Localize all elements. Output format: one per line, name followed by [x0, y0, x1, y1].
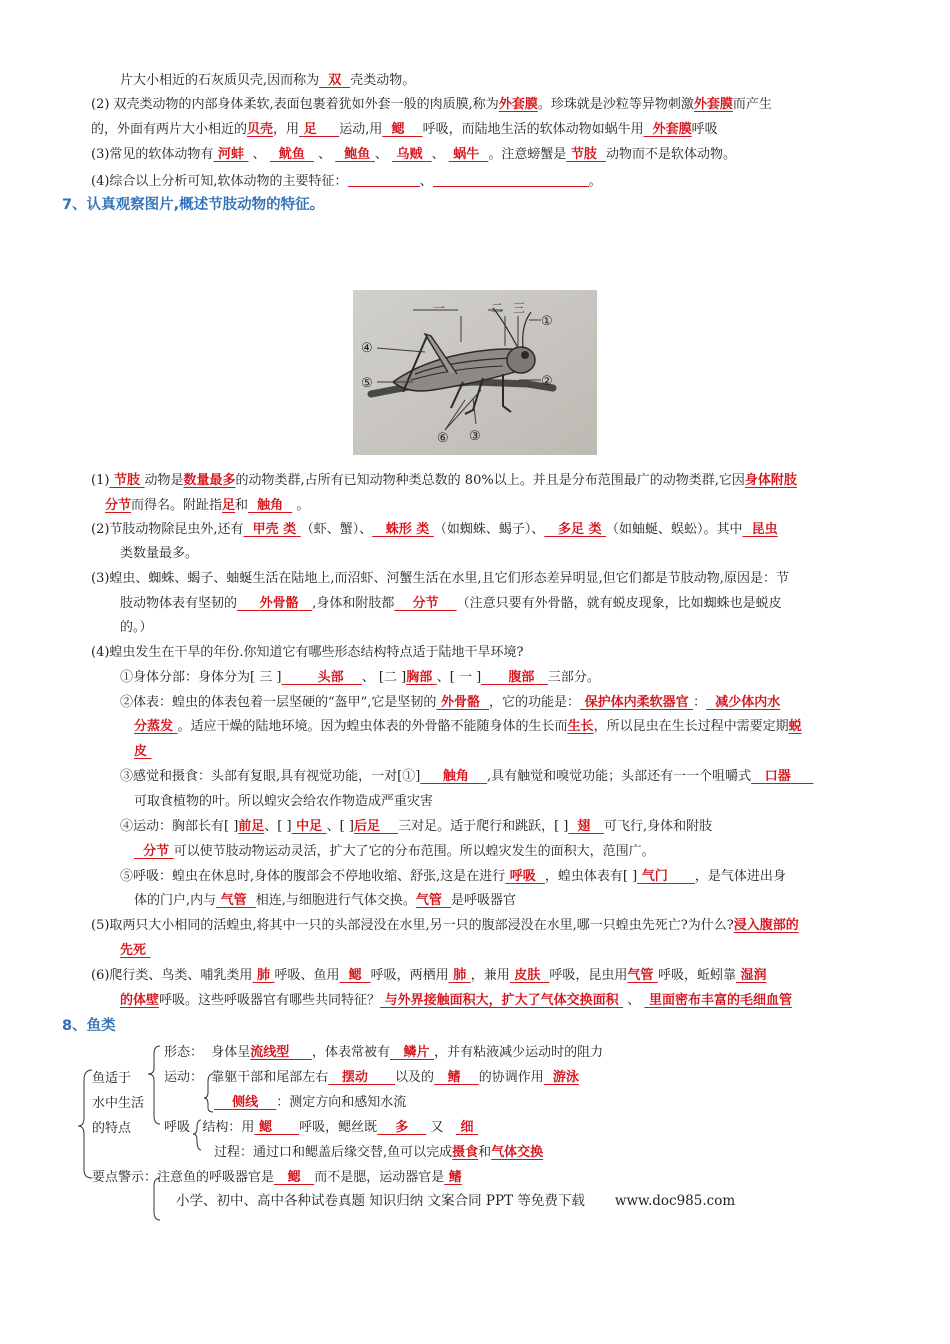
question-7-6-line2: 的体壁呼吸。这些呼吸器官有哪些共同特征？ 与外界接触面积大，扩大了气体交换面积 、 里面密布丰富的毛细血管 [120, 993, 792, 1008]
section-7-heading: 7、认真观察图片,概述节肢动物的特征。 [62, 197, 325, 213]
label-circle-5: ⑤ [361, 376, 373, 391]
fish-adaptation-label-1: 鱼适于 [92, 1071, 132, 1086]
fish-move-line2: 侧线 ：测定方向和感知水流 [232, 1095, 407, 1110]
question-7-2-line1: (2)节肢动物除昆虫外,还有 甲壳 类 （虾、蟹）、 蛛形 类 （如蜘蛛、蝎子）、 多足 类 （如蚰蜒、蜈蚣）。其中 昆虫 [91, 522, 778, 537]
label-circle-6: ⑥ [437, 431, 449, 446]
question-7-3-line1: (3)蝗虫、蜘蛛、蝎子、蚰蜒生活在陆地上,而沼虾、河蟹生活在水里,且它们形态差异明显,但它们都是节肢动物,原因是：节 [91, 571, 789, 586]
sense-line2: 可取食植物的叶。所以蝗灾会给农作物造成严重灾害 [134, 794, 434, 809]
fish-form: 形态： 身体呈流线型 ，体表常被有 鳞片 ，并有粘液减少运动时的阻力 [164, 1045, 604, 1060]
body-surface-line2: 分蒸发 。适应干燥的陆地环境。因为蝗虫体表的外骨骼不能随身体的生长而生长，所以昆虫在生长过程中需要定期蜕 [134, 719, 802, 734]
question-7-1-line2: 分节而得名。附趾指足和 触角 。 [105, 498, 310, 513]
question-6-2-line1: (2) 双壳类动物的内部身体柔软,表面包裹着犹如外套一般的肉质膜,称为外套膜。珍珠就是沙粒等异物刺激外套膜而产生 [91, 97, 772, 112]
label-circle-3: ③ [469, 429, 481, 444]
question-6-2-line2: 的，外面有两片大小相近的贝壳，用 足 运动,用 鳃 呼吸，而陆地生活的软体动物如蜗牛用 外套膜呼吸 [91, 122, 718, 137]
question-6-3: (3)常见的软体动物有 河蚌 、 鱿鱼 、 鲍鱼 、 乌贼 、 蜗牛 。注意螃蟹是 节肢 动物而不是软体动物。 [91, 147, 737, 162]
body-parts: ①身体分部：身体分为[ 三 ] 头部 、 [二 ]胸部 、[ 一 ] 腹部 三部分。 [120, 670, 600, 685]
breathing-line2: 体的门户,内与 气管 相连,与细胞进行气体交换。气管 是呼吸器官 [134, 893, 516, 908]
body-surface-line3: 皮 [134, 744, 148, 759]
movement-line1: ④运动：胸部长有[ ]前足、[ ] 中足 、[ ]后足 三对足。适于爬行和跳跃，[ ] 翅 可飞行,身体和附肢 [120, 819, 713, 834]
label-circle-2: ② [541, 374, 553, 389]
movement-line2: 分节 可以使节肢动物运动灵活，扩大了它的分布范围。所以蝗灾发生的面积大，范围广。 [143, 844, 655, 859]
question-7-1-line1: (1) 节肢 动物是数量最多的动物类群,占所有已知动物种类总数的 80%以上。并且是分布范围最广的动物类群,它因身体附肢 [91, 473, 797, 488]
label-three: 三 [513, 301, 526, 315]
question-7-6-line1: (6)爬行类、鸟类、哺乳类用 肺 呼吸、鱼用 鳃 呼吸，两栖用 肺 ，兼用 皮肤 呼吸，昆虫用气管 呼吸，蚯蚓靠 湿润 [91, 968, 767, 983]
label-two: 二 [491, 301, 504, 315]
label-circle-1: ① [541, 314, 553, 329]
fish-breath-line1: 呼吸 结构：用 鳃 呼吸，鳃丝既 多 又 细 [164, 1120, 474, 1135]
sense-line1: ③感觉和摄食：头部有复眼,具有视觉功能，一对[①] 触角 ,具有触觉和嗅觉功能；头部还有一一个咀嚼式 口器 [120, 769, 791, 784]
mollusc-shell-line: 片大小相近的石灰质贝壳,因而称为 双 壳类动物。 [120, 73, 416, 88]
body-surface-line1: ②体表：蝗虫的体表包着一层坚硬的“盔甲”,它是坚韧的 外骨骼 ，它的功能是： 保护体内柔软器官 ： 减少体内水 [120, 695, 781, 710]
fish-warning: 要点警示：注意鱼的呼吸器官是 鳃 而不是腮，运动器官是 鳍 [92, 1170, 462, 1185]
footer-url[interactable]: www.doc985.com [614, 1193, 736, 1209]
fish-breath-line2: 过程：通过口和鳃盖后缘交替,鱼可以完成摄食和气体交换 [214, 1145, 544, 1160]
label-one: 一 [433, 301, 446, 315]
fish-move-line1: 运动： 靠躯干部和尾部左右 摆动 以及的 鳍 的协调作用 游泳 [164, 1070, 579, 1085]
question-7-5-line2: 先死 [120, 943, 147, 958]
section-8-heading: 8、鱼类 [62, 1018, 116, 1034]
footer-promo: 小学、初中、高中各种试卷真题 知识归纳 文案合同 PPT 等免费下载 www.doc985.com [176, 1193, 736, 1209]
label-circle-4: ④ [361, 341, 373, 356]
question-7-3-line3: 的。） [120, 620, 153, 635]
question-7-2-line2: 类数量最多。 [120, 546, 199, 561]
fish-adaptation-label-3: 的特点 [92, 1121, 132, 1136]
question-6-4: (4)综合以上分析可知,软体动物的主要特征： 、 。 [91, 174, 602, 189]
breathing-line1: ⑤呼吸：蝗虫在休息时,身体的腹部会不停地收缩、舒张,这是在进行 呼吸 ，蝗虫体表有[ ] 气门 ，是气体进出身 [120, 869, 786, 884]
answer: 双 [328, 73, 342, 88]
question-7-5-line1: (5)取两只大小相同的活蝗虫,将其中一只的头部浸没在水里,另一只的腹部浸没在水里,哪一只蝗虫先死亡?为什么?浸入腹部的 [91, 918, 799, 933]
question-7-3-line2: 肢动物体表有坚韧的 外骨骼 ,身体和附肢都 分节 （注意只要有外骨骼，就有蜕皮现象，比如蜘蛛也是蜕皮 [120, 596, 782, 611]
question-7-4: (4)蝗虫发生在干旱的年份.你知道它有哪些形态结构特点适于陆地干旱环境? [91, 645, 524, 660]
fish-adaptation-label-2: 水中生活 [92, 1096, 145, 1111]
